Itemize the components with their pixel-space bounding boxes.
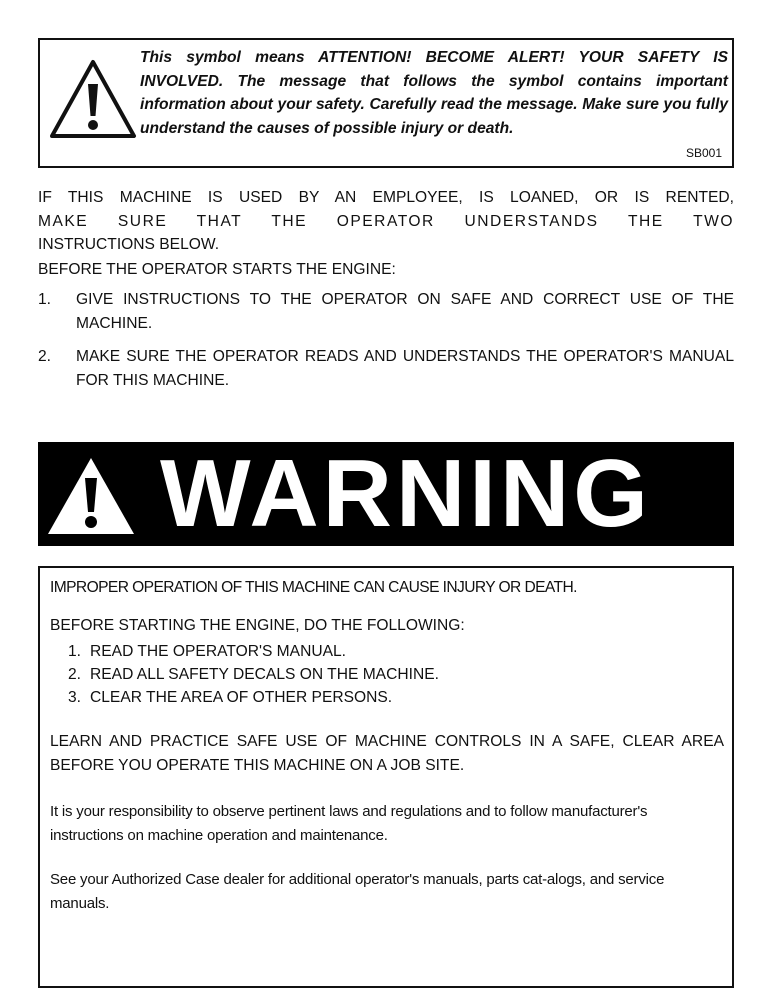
list-item-text: READ THE OPERATOR'S MANUAL.: [90, 643, 346, 660]
warning-banner: [38, 442, 734, 546]
before-starting-list: [68, 640, 439, 709]
intro-line-1: IF THIS MACHINE IS USED BY AN EMPLOYEE, IS LOANED, OR IS RENTED,: [38, 189, 734, 206]
responsibility-paragraph: It is your responsibility to observe pertinent laws and regulations and to follow manufacturer's instructions on machine operation and maintenance.: [50, 803, 648, 844]
list-item: [38, 345, 734, 392]
before-starting-heading: BEFORE STARTING THE ENGINE, DO THE FOLLOWING:: [50, 617, 465, 634]
list-item: [68, 686, 439, 709]
list-item-number: 1.: [38, 291, 52, 308]
safety-notice-box: [38, 38, 734, 168]
before-operator-list: [38, 288, 734, 402]
list-item-number: 3.: [68, 689, 82, 706]
list-item: [68, 663, 439, 686]
warning-triangle-icon: [48, 58, 138, 140]
before-operator-heading: BEFORE THE OPERATOR STARTS THE ENGINE:: [38, 261, 396, 278]
warning-triangle-icon: [46, 456, 136, 536]
intro-line-3: INSTRUCTIONS BELOW.: [38, 236, 220, 253]
warning-content-box: [38, 566, 734, 988]
warning-statement: IMPROPER OPERATION OF THIS MACHINE CAN CAUSE INJURY OR DEATH.: [50, 579, 577, 596]
intro-paragraph: [38, 186, 734, 257]
list-item-text: READ ALL SAFETY DECALS ON THE MACHINE.: [90, 666, 439, 683]
dealer-paragraph: See your Authorized Case dealer for additional operator's manuals, parts cat-alogs, and service manuals.: [50, 871, 665, 912]
practice-paragraph: LEARN AND PRACTICE SAFE USE OF MACHINE CONTROLS IN A SAFE, CLEAR AREA BEFORE YOU OPERATE THIS MACHINE ON A JOB SITE.: [50, 733, 724, 774]
warning-title: WARNING: [160, 440, 652, 547]
safety-notice-code: SB001: [685, 146, 722, 160]
list-item-text: GIVE INSTRUCTIONS TO THE OPERATOR ON SAFE AND CORRECT USE OF THE MACHINE.: [76, 291, 734, 332]
list-item-number: 1.: [68, 643, 82, 660]
list-item: [68, 640, 439, 663]
list-item-number: 2.: [38, 348, 52, 365]
safety-notice-text: This symbol means ATTENTION! BECOME ALERT! YOUR SAFETY IS INVOLVED. The message that follows the symbol contains important information about your safety. Carefully read the message. Make sure you fully understand the causes of possible injury or death.: [140, 49, 728, 137]
intro-line-2: MAKE SURE THAT THE OPERATOR UNDERSTANDS THE TWO: [38, 212, 734, 230]
list-item-number: 2.: [68, 666, 82, 683]
list-item-text: MAKE SURE THE OPERATOR READS AND UNDERSTANDS THE OPERATOR'S MANUAL FOR THIS MACHINE.: [76, 348, 734, 389]
list-item-text: CLEAR THE AREA OF OTHER PERSONS.: [90, 689, 393, 706]
list-item: [38, 288, 734, 335]
